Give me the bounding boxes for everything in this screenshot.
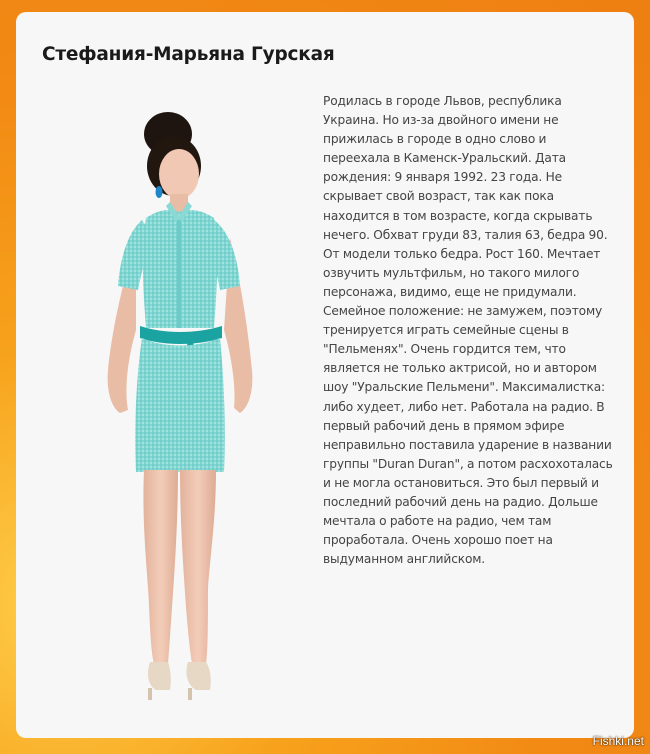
article-card (16, 12, 634, 738)
article-bio: Родилась в городе Львов, республика Украина. Но из-за двойного имени не прижилась в городе в одно слово и переехала в Каменск-Уральский. Дата рождения: 9 января 1992. 23 года. Не скрывает свой возраст, так как пока находится в том возрасте, когда скрывать нечего. Обхват груди 83, талия 63, бедра 90. От модели только бедра. Рост 160. Мечтает озвучить мультфильм, но такого милого персонажа, видимо, еще не придумали. Семейное положение: не замужем, поэтому тренируется играть семейные сцены в "Пельменях". Очень гордится тем, что является не только актрисой, но и автором шоу "Уральские Пельмени". Максималистка: либо худеет, либо нет. Работала на радио. В первый рабочий день в прямом эфире неправильно поставила ударение в названии группы "Duran Duran", а потом расхохоталась и не могла остановиться. Это был первый и последний рабочий день на радио. Дольше мечтала о работе на радио, чем там проработала. Очень хорошо поет на выдуманном английском. (323, 94, 613, 567)
article-title: Стефания-Марьяна Гурская (42, 44, 335, 65)
site-watermark: Fishki.net (592, 734, 644, 748)
woman-photo (84, 108, 264, 708)
